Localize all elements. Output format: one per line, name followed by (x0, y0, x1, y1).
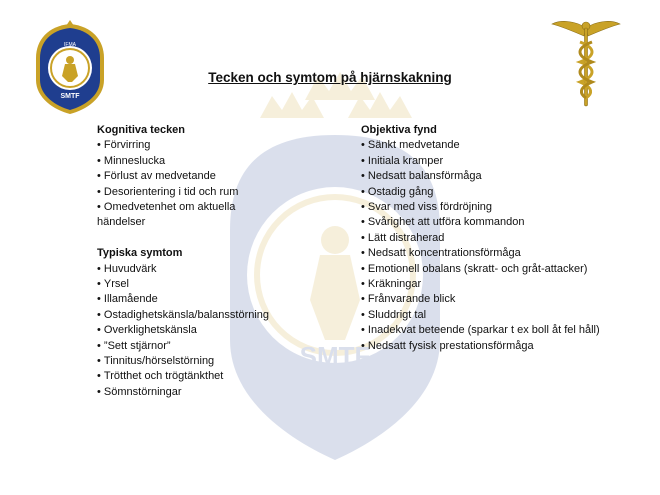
list-item: • Overklighetskänsla (97, 323, 312, 338)
caduceus-icon (550, 14, 622, 110)
list-item: • Omedvetenhet om aktuella händelser (97, 200, 267, 231)
list-item: • Trötthet och trögtänkthet (97, 369, 312, 384)
list-item: • Yrsel (97, 277, 312, 292)
list-item: • Initiala kramper (361, 154, 651, 169)
list-item: • Ostadig gång (361, 185, 651, 200)
list-item: • Lätt distraherad (361, 231, 651, 246)
list-item: • Ostadighetskänsla/balansstörning (97, 308, 312, 323)
list-item: • Svar med viss fördröjning (361, 200, 651, 215)
emblem-mid-text: SMTF (60, 93, 80, 100)
smtf-emblem-logo (30, 18, 110, 116)
list-item: • Desorientering i tid och rum (97, 185, 312, 200)
watermark-center-text: SMTF (299, 341, 371, 371)
list-item: • Tinnitus/hörselstörning (97, 354, 312, 369)
section-heading-cognitive: Kognitiva tecken (97, 124, 186, 136)
list-item: • Inadekvat beteende (sparkar t ex boll åt fel håll) (361, 323, 651, 338)
list-item: • Förvirring (97, 138, 312, 153)
section-heading-symptoms: Typiska symtom (97, 247, 183, 260)
page-title: Tecken och symtom på hjärnskakning (208, 70, 452, 85)
list-item: • Minneslucka (97, 154, 312, 169)
list-item: • Nedsatt balansförmåga (361, 169, 651, 184)
list-item: • Nedsatt koncentrationsförmåga (361, 246, 651, 261)
left-column (97, 123, 312, 400)
right-column (361, 123, 651, 354)
list-item: • Emotionell obalans (skratt- och gråt-attacker) (361, 262, 651, 277)
list-item: • Frånvarande blick (361, 292, 651, 307)
list-item: • Illamående (97, 292, 312, 307)
list-item: • Huvudvärk (97, 262, 312, 277)
list-item: • ”Sett stjärnor” (97, 339, 312, 354)
section-heading-objective: Objektiva fynd (361, 124, 437, 136)
list-item: • Sänkt medvetande (361, 138, 651, 153)
list-item: • Kräkningar (361, 277, 651, 292)
list-item: • Sömnstörningar (97, 385, 312, 400)
emblem-top-text: IFMA (64, 42, 76, 48)
list-item: • Svårighet att utföra kommandon (361, 215, 651, 230)
list-item: • Nedsatt fysisk prestationsförmåga (361, 339, 651, 354)
list-item: • Förlust av medvetande (97, 169, 312, 184)
list-item: • Sluddrigt tal (361, 308, 651, 323)
